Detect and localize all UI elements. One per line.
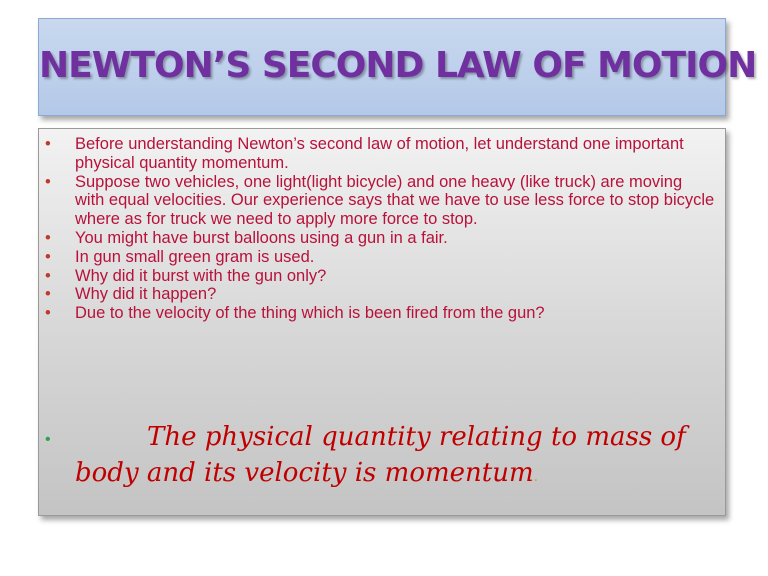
highlight-statement: [39, 419, 725, 495]
highlight-text: The physical quantity relating to mass of body and its velocity is momentum: [75, 422, 686, 488]
bullet-text: Why did it burst with the gun only?: [75, 266, 327, 285]
highlight-bullet-icon: •: [45, 431, 51, 448]
bullet-text: Before understanding Newton’s second law of motion, let understand one important physical quantity momentum.: [75, 135, 684, 172]
bullet-text: In gun small green gram is used.: [75, 247, 315, 266]
bullet-list: [39, 135, 725, 323]
bullet-item: [39, 285, 725, 304]
highlight-period: .: [533, 469, 539, 485]
bullet-dot-icon: •: [45, 285, 51, 304]
bullet-item: [39, 248, 725, 267]
bullet-item: [39, 229, 725, 248]
bullet-item: [39, 267, 725, 286]
bullet-dot-icon: •: [45, 172, 51, 191]
bullet-dot-icon: •: [45, 304, 51, 323]
bullet-text: Why did it happen?: [75, 285, 217, 304]
bullet-item: [39, 173, 725, 229]
bullet-text: You might have burst balloons using a gun in a fair.: [75, 228, 448, 247]
title-box: [38, 18, 757, 116]
bullet-text: Suppose two vehicles, one light(light bicycle) and one heavy (like truck) are moving with equal velocities. Our experience says that we have to use less force to stop bicycle where as for truck we need to apply more force to stop.: [75, 172, 715, 229]
bullet-item: [39, 304, 725, 323]
bullet-item: [39, 135, 725, 173]
highlight-text-block: [39, 419, 725, 495]
content-box: [38, 128, 726, 516]
bullet-dot-icon: •: [45, 247, 51, 266]
slide-title: NEWTON’S SECOND LAW OF MOTION: [39, 45, 757, 86]
bullet-dot-icon: •: [45, 266, 51, 285]
bullet-text: Due to the velocity of the thing which is been fired from the gun?: [75, 304, 545, 323]
bullet-dot-icon: •: [45, 228, 51, 247]
bullet-dot-icon: •: [45, 135, 51, 153]
